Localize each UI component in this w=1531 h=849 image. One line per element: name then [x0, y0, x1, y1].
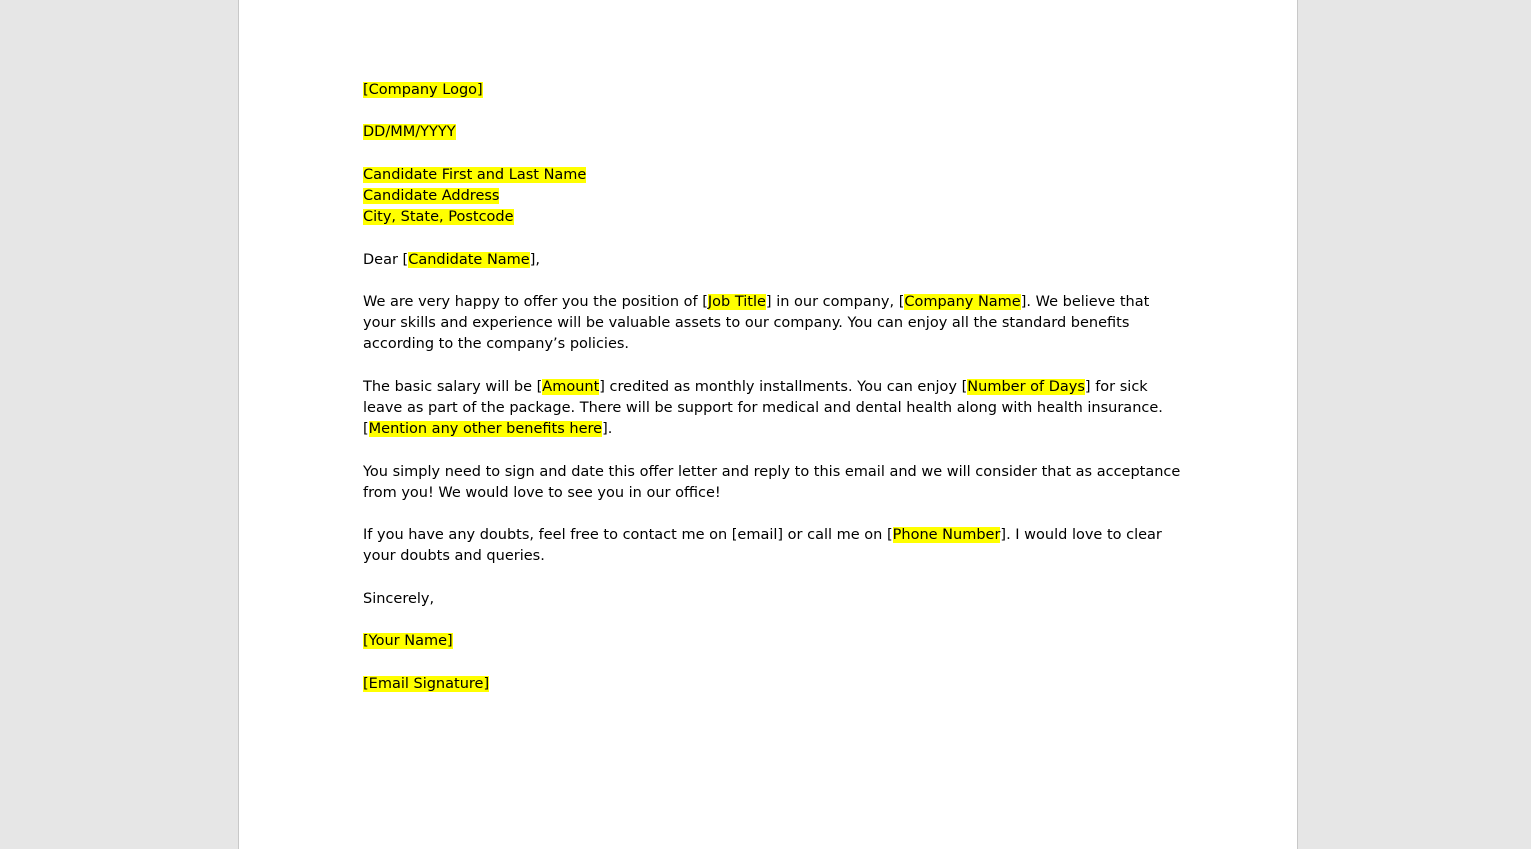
company-name-placeholder: Company Name	[904, 293, 1021, 310]
date-line	[363, 122, 1183, 143]
salutation-prefix: Dear [	[363, 251, 409, 268]
email-signature-placeholder: [Email Signature]	[363, 675, 490, 692]
acceptance-paragraph: You simply need to sign and date this offer letter and reply to this email and we will consider that as acceptance from you! We would love to see you in our office!	[363, 463, 1181, 501]
salary-text-3: ] for sick leave as part of the package. There will be support for medical and dental health along with health insurance. [	[363, 378, 1163, 438]
amount-placeholder: Amount	[542, 378, 600, 395]
company-logo-placeholder: [Company Logo]	[363, 82, 483, 98]
company-logo-line	[363, 80, 1183, 101]
salary-paragraph	[363, 377, 1183, 441]
letter-body[interactable]	[363, 80, 1183, 695]
salary-text-1: The basic salary will be [	[363, 378, 543, 395]
date-placeholder: DD/MM/YYYY	[363, 124, 456, 141]
your-name-placeholder: [Your Name]	[363, 633, 453, 650]
document-page[interactable]	[238, 0, 1298, 849]
your-name-line	[363, 631, 1183, 652]
salutation-candidate-name: Candidate Name	[408, 251, 530, 268]
candidate-name-placeholder: Candidate First and Last Name	[363, 166, 587, 183]
salutation	[363, 250, 1183, 271]
offer-text-3: ]. We believe that your skills and experience will be valuable assets to our company. You can enjoy all the standard benefits according to the company’s policies.	[363, 293, 1150, 353]
contact-paragraph	[363, 525, 1183, 567]
city-state-postcode-placeholder: City, State, Postcode	[363, 209, 514, 226]
offer-text-2: ] in our company, [	[765, 293, 905, 310]
candidate-address-placeholder: Candidate Address	[363, 187, 500, 204]
closing: Sincerely,	[363, 590, 435, 607]
job-title-placeholder: Job Title	[707, 293, 766, 310]
salary-text-2: ] credited as monthly installments. You can enjoy [	[599, 378, 968, 395]
offer-paragraph	[363, 292, 1183, 356]
salutation-suffix: ],	[529, 251, 540, 268]
salary-text-4: ].	[602, 421, 613, 438]
number-of-days-placeholder: Number of Days	[967, 378, 1085, 395]
candidate-address-block	[363, 165, 1183, 229]
email-signature-line	[363, 674, 1183, 695]
other-benefits-placeholder: Mention any other benefits here	[368, 421, 603, 438]
offer-text-1: We are very happy to offer you the position of [	[363, 293, 708, 310]
contact-text-2: ]. I would love to clear your doubts and queries.	[363, 527, 1162, 565]
phone-number-placeholder: Phone Number	[892, 527, 1001, 544]
contact-text-1: If you have any doubts, feel free to contact me on [email] or call me on [	[363, 527, 893, 544]
